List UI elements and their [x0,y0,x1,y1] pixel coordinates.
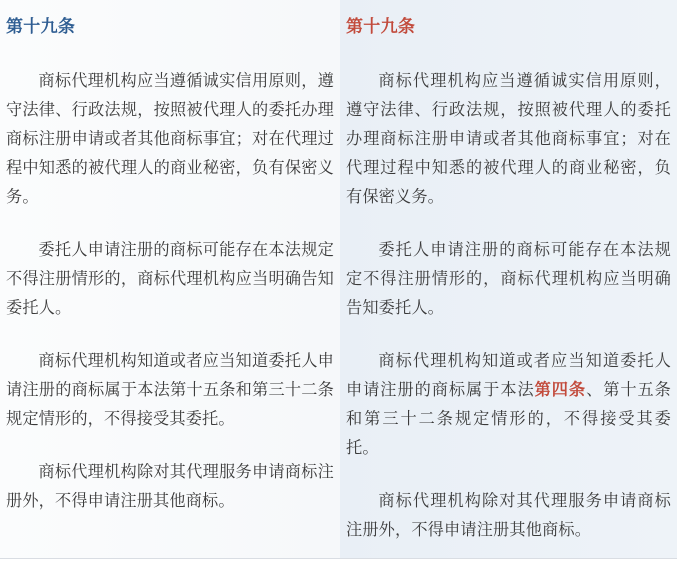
revised-paragraph-4: 商标代理机构除对其代理服务申请商标注册外，不得申请注册其他商标。 [346,491,671,539]
original-paragraph-3: 商标代理机构知道或者应当知道委托人申请注册的商标属于本法第十五条和第三十二条规定情形的，不得接受其委托。 [6,351,334,428]
original-text-column [0,0,340,558]
amendment-highlight: 第四条 [534,380,587,399]
revised-article-title: 第十九条 [346,17,416,37]
original-article-title: 第十九条 [6,17,76,37]
revised-paragraph-3-after: 、第十五条和第三十二条规定情形的，不得接受其委托。 [346,380,672,457]
revised-paragraph-1: 商标代理机构应当遵循诚实信用原则，遵守法律、行政法规，按照被代理人的委托办理商标注册申请或者其他商标事宜；对在代理过程中知悉的被代理人的商业秘密，负有保密义务。 [346,71,671,206]
original-paragraph-2: 委托人申请注册的商标可能存在本法规定不得注册情形的，商标代理机构应当明确告知委托人。 [6,240,334,317]
revised-paragraph-3-before: 商标代理机构知道或者应当知道委托人申请注册的商标属于本法 [346,351,671,399]
original-paragraph-4: 商标代理机构除对其代理服务申请商标注册外，不得申请注册其他商标。 [6,462,334,510]
revised-text-column [340,0,677,558]
original-paragraph-1: 商标代理机构应当遵循诚实信用原则，遵守法律、行政法规，按照被代理人的委托办理商标注册申请或者其他商标事宜；对在代理过程中知悉的被代理人的商业秘密，负有保密义务。 [6,71,334,206]
revised-paragraph-2: 委托人申请注册的商标可能存在本法规定不得注册情形的，商标代理机构应当明确告知委托人。 [346,240,671,317]
revised-paragraph-3 [346,346,671,462]
